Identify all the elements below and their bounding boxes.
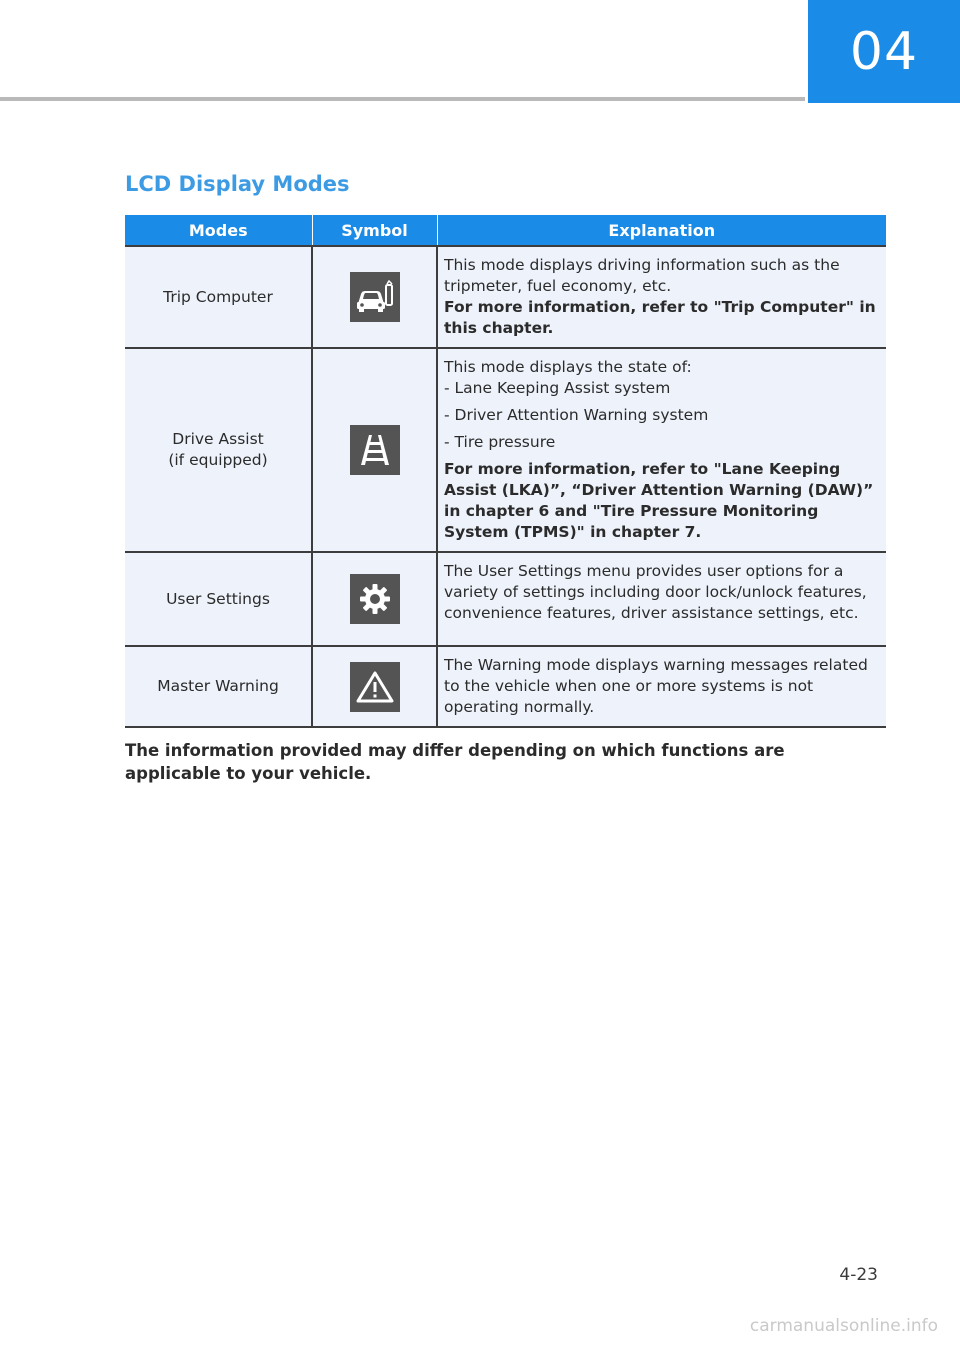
chapter-tab: 04 bbox=[808, 0, 960, 103]
mode-name bbox=[125, 348, 312, 552]
mode-name bbox=[125, 552, 312, 646]
mode-name bbox=[125, 246, 312, 348]
lcd-modes-table bbox=[125, 215, 886, 728]
mode-name bbox=[125, 646, 312, 727]
list-item: - Tire pressure bbox=[444, 433, 556, 451]
mode-label: Trip Computer bbox=[163, 287, 273, 306]
explanation bbox=[437, 246, 886, 348]
section-title: LCD Display Modes bbox=[125, 172, 350, 196]
table-row bbox=[125, 348, 886, 552]
trip-computer-icon bbox=[350, 272, 400, 322]
table-row bbox=[125, 552, 886, 646]
watermark: carmanualsonline.info bbox=[749, 1316, 938, 1336]
explanation-text: This mode displays the state of: bbox=[444, 358, 692, 376]
table-row bbox=[125, 646, 886, 727]
reference-note: For more information, refer to "Lane Keeping Assist (LKA)”, “Driver Attention Warning (DAW)” in chapter 6 and "Tire Pressure Monitoring System (TPMS)" in chapter 7. bbox=[444, 460, 874, 541]
gear-icon bbox=[350, 574, 400, 624]
mode-sublabel: (if equipped) bbox=[168, 451, 268, 469]
mode-label: Drive Assist bbox=[172, 430, 264, 448]
page-number: 4-23 bbox=[839, 1265, 878, 1285]
explanation bbox=[437, 646, 886, 727]
explanation-text: This mode displays driving information such as the tripmeter, fuel economy, etc. bbox=[444, 256, 840, 295]
explanation bbox=[437, 552, 886, 646]
list-item: - Driver Attention Warning system bbox=[444, 406, 709, 424]
mode-label: Master Warning bbox=[157, 677, 279, 695]
reference-note: For more information, refer to "Trip Computer" in this chapter. bbox=[444, 298, 876, 337]
table-header-row bbox=[125, 215, 886, 246]
applicability-note: The information provided may differ depending on which functions are applicable to your vehicle. bbox=[125, 741, 785, 783]
header-modes: Modes bbox=[125, 215, 312, 246]
mode-label: User Settings bbox=[166, 589, 270, 608]
explanation-text: The Warning mode displays warning messages related to the vehicle when one or more systems is not operating normally. bbox=[444, 656, 868, 716]
warning-triangle-icon bbox=[350, 662, 400, 712]
header-rule bbox=[0, 97, 805, 101]
header-explanation: Explanation bbox=[437, 215, 886, 246]
drive-assist-icon bbox=[350, 425, 400, 475]
list-item: - Lane Keeping Assist system bbox=[444, 379, 671, 397]
explanation bbox=[437, 348, 886, 552]
header-symbol: Symbol bbox=[312, 215, 437, 246]
explanation-text: The User Settings menu provides user options for a variety of settings including door lock/unlock features, convenience features, driver assistance settings, etc. bbox=[444, 562, 867, 622]
table-row bbox=[125, 246, 886, 348]
